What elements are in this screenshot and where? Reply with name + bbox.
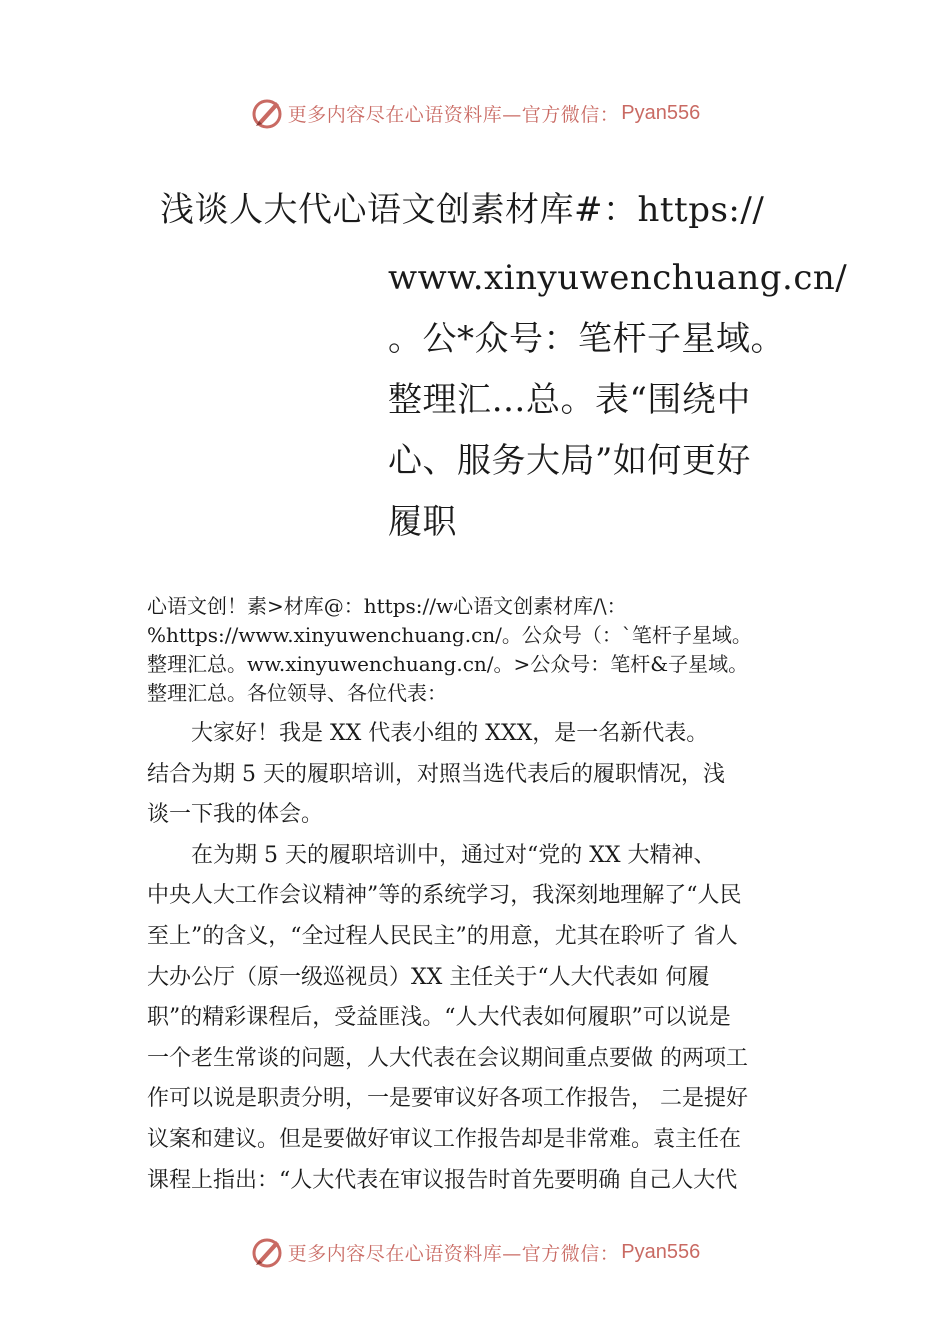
body-line: 中央人大工作会议精神”等的系统学习，我深刻地理解了“人民 [147, 883, 742, 909]
banner-wechat-id: Pyan556 [621, 1240, 701, 1263]
document-title-line-1: 浅谈人大代心语文创素材库#：https:// [160, 190, 765, 230]
body-line: 一个老生常谈的问题，人大代表在会议期间重点要做 的两项工 [147, 1045, 748, 1071]
banner-wechat-id: Pyan556 [621, 101, 701, 124]
body-line: 至上”的含义，“全过程人民民主”的用意，尤其在聆听了 省人 [147, 923, 738, 949]
pen-logo-icon [250, 1235, 284, 1269]
body-line: 大办公厅（原一级巡视员）XX 主任关于“人大代表如 何履 [147, 964, 710, 990]
title-line: 。公*众号：笔杆子星域。 [388, 319, 785, 359]
intro-paragraph [147, 592, 867, 708]
pen-logo-icon [250, 96, 284, 130]
intro-line: 整理汇总。各位领导、各位代表： [147, 681, 447, 705]
banner-text: 更多内容尽在心语资料库—官方微信： [287, 103, 620, 126]
intro-line: 整理汇总。ww.xinyuwenchuang.cn/。>公众号：笔杆&子星域。 [147, 652, 749, 676]
intro-line: %https://www.xinyuwenchuang.cn/。公众号（：`笔杆子星域。 [147, 623, 752, 647]
body-line: 议案和建议。但是要做好审议工作报告却是非常难。袁主任在 [147, 1126, 742, 1152]
header-banner [0, 93, 950, 133]
body-line: 作可以说是职责分明，一是要审议好各项工作报告， 二是提好 [147, 1086, 748, 1112]
body-line: 谈一下我的体会。 [147, 802, 324, 828]
body-line: 职”的精彩课程后，受益匪浅。“人大代表如何履职”可以说是 [147, 1005, 731, 1031]
title-line: 整理汇…总。表“围绕中 [388, 380, 751, 420]
banner-text: 更多内容尽在心语资料库—官方微信： [287, 1242, 620, 1265]
body-text [147, 714, 847, 1201]
title-line: www.xinyuwenchuang.cn/ [388, 258, 848, 298]
body-line: 在为期 5 天的履职培训中，通过对“党的 XX 大精神、 [147, 842, 716, 868]
body-line: 大家好！我是 XX 代表小组的 XXX，是一名新代表。 [147, 721, 709, 746]
body-line: 课程上指出：“人大代表在审议报告时首先要明确 自己人大代 [147, 1167, 738, 1193]
document-title-continuation [388, 248, 848, 553]
title-line: 履职 [388, 502, 457, 542]
title-line: 心、服务大局”如何更好 [388, 441, 751, 481]
body-line: 结合为期 5 天的履职培训，对照当选代表后的履职情况，浅 [147, 761, 725, 787]
footer-banner [0, 1232, 950, 1272]
intro-line: 心语文创！素>材库@：https://w心语文创素材库/\： [147, 594, 627, 618]
